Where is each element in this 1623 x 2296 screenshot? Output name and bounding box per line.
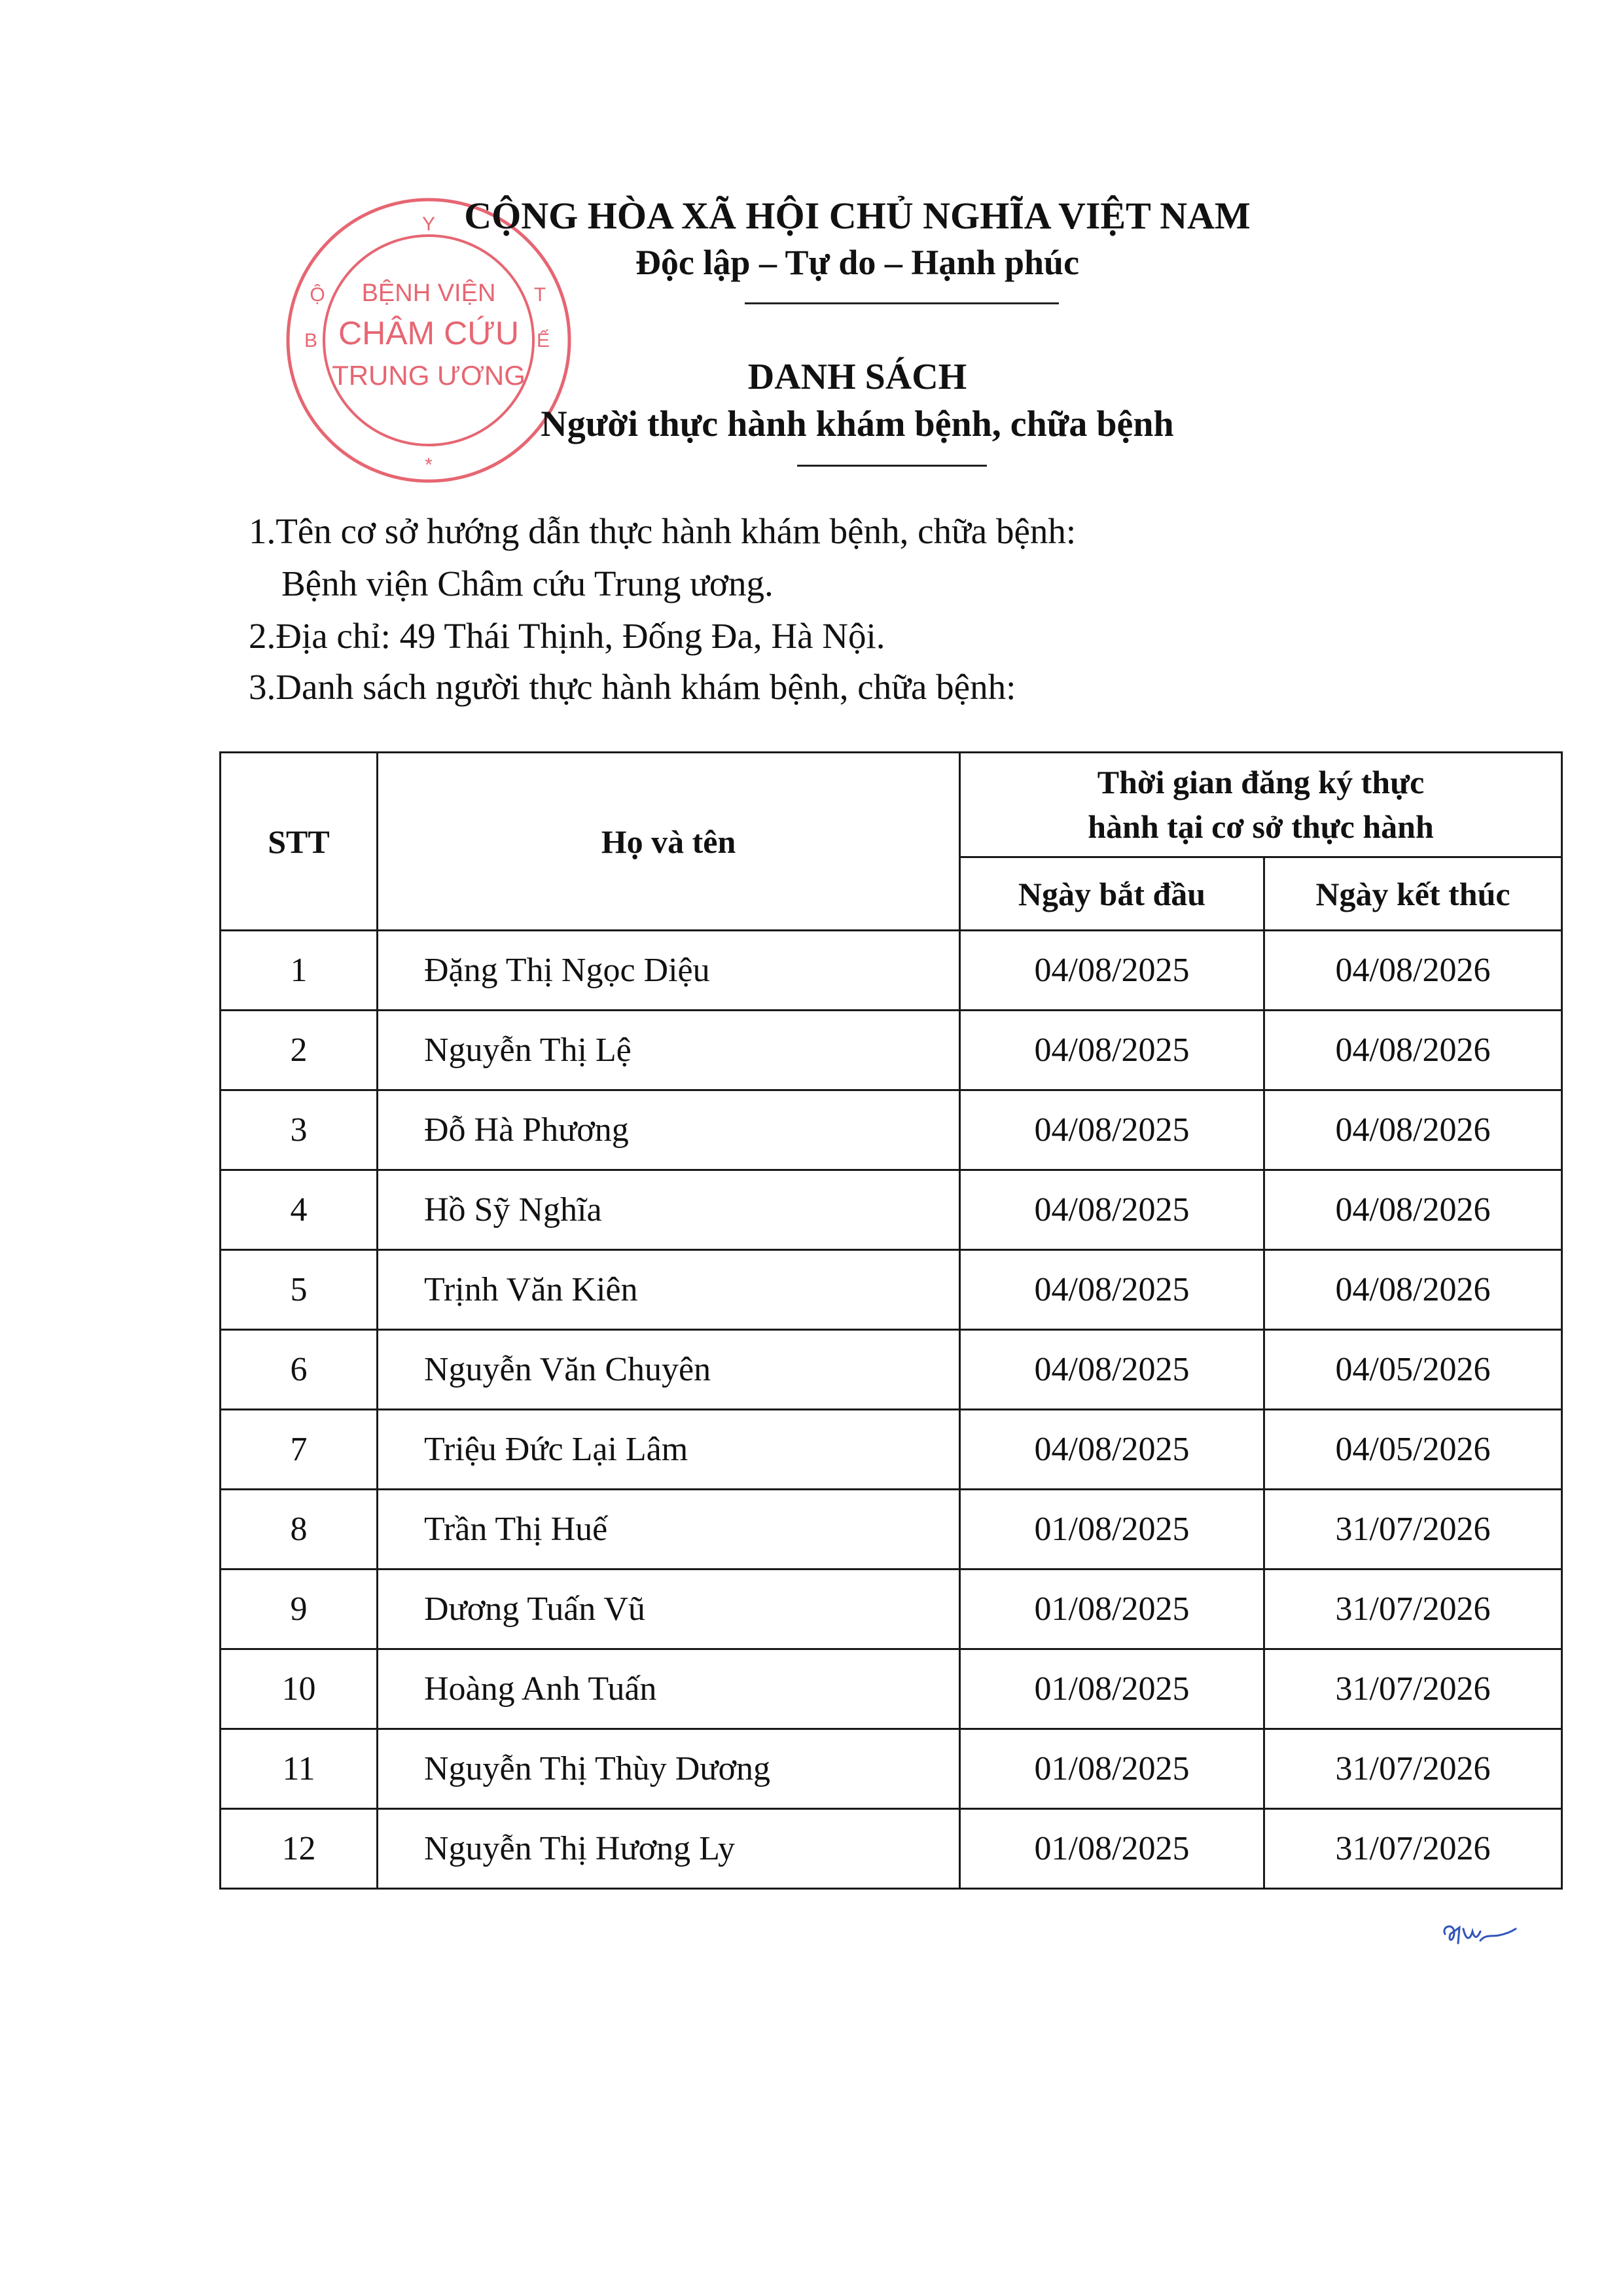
row-end-date: 04/05/2026 (1264, 1410, 1562, 1490)
header-end-date: Ngày kết thúc (1264, 857, 1562, 931)
header-name: Họ và tên (378, 753, 960, 931)
row-name: Trịnh Văn Kiên (378, 1250, 960, 1330)
row-end-date: 31/07/2026 (1264, 1729, 1562, 1809)
row-end-date: 31/07/2026 (1264, 1490, 1562, 1570)
row-start-date: 04/08/2025 (960, 1330, 1264, 1410)
row-start-date: 01/08/2025 (960, 1649, 1264, 1729)
info-address: 2.Địa chỉ: 49 Thái Thịnh, Đống Đa, Hà Nội. (249, 616, 885, 656)
motto-heading: Độc lập – Tự do – Hạnh phúc (635, 243, 1080, 282)
header-start-date: Ngày bắt đầu (960, 857, 1264, 931)
row-start-date: 04/08/2025 (960, 1011, 1264, 1090)
row-name: Nguyễn Thị Hương Ly (378, 1809, 960, 1889)
row-name: Hồ Sỹ Nghĩa (378, 1170, 960, 1250)
row-stt: 2 (221, 1011, 378, 1090)
header-divider (745, 302, 1059, 304)
row-end-date: 31/07/2026 (1264, 1809, 1562, 1889)
table-row (221, 1170, 1562, 1250)
table-row (221, 1570, 1562, 1649)
table-row (221, 1729, 1562, 1809)
row-name: Nguyễn Văn Chuyên (378, 1330, 960, 1410)
row-start-date: 01/08/2025 (960, 1729, 1264, 1809)
row-end-date: 04/08/2026 (1264, 1011, 1562, 1090)
row-start-date: 01/08/2025 (960, 1570, 1264, 1649)
table-row (221, 1250, 1562, 1330)
row-end-date: 04/08/2026 (1264, 1090, 1562, 1170)
table-row (221, 1809, 1562, 1889)
row-start-date: 01/08/2025 (960, 1809, 1264, 1889)
svg-text:BỆNH VIỆN: BỆNH VIỆN (361, 279, 496, 307)
row-stt: 1 (221, 931, 378, 1011)
table-row (221, 1649, 1562, 1729)
row-stt: 5 (221, 1250, 378, 1330)
document-subtitle: Người thực hành khám bệnh, chữa bệnh (541, 404, 1174, 444)
svg-text:Ộ: Ộ (310, 284, 325, 306)
row-name: Trần Thị Huế (378, 1490, 960, 1570)
info-list-label: 3.Danh sách người thực hành khám bệnh, chữa bệnh: (249, 667, 1016, 707)
table-row (221, 1330, 1562, 1410)
row-name: Dương Tuấn Vũ (378, 1570, 960, 1649)
row-name: Triệu Đức Lại Lâm (378, 1410, 960, 1490)
info-facility-value: Bệnh viện Châm cứu Trung ương. (281, 564, 774, 603)
row-end-date: 04/08/2026 (1264, 1170, 1562, 1250)
row-stt: 9 (221, 1570, 378, 1649)
table-row (221, 1011, 1562, 1090)
document-title: DANH SÁCH (747, 357, 967, 397)
svg-text:*: * (425, 454, 433, 476)
handwritten-initials (1440, 1914, 1518, 1954)
header-stt: STT (221, 753, 378, 931)
row-start-date: 04/08/2025 (960, 931, 1264, 1011)
row-stt: 7 (221, 1410, 378, 1490)
row-stt: 12 (221, 1809, 378, 1889)
row-stt: 10 (221, 1649, 378, 1729)
row-stt: 6 (221, 1330, 378, 1410)
row-stt: 4 (221, 1170, 378, 1250)
table-row (221, 1410, 1562, 1490)
row-name: Đỗ Hà Phương (378, 1090, 960, 1170)
info-facility-label: 1.Tên cơ sở hướng dẫn thực hành khám bệnh, chữa bệnh: (249, 511, 1077, 551)
row-start-date: 04/08/2025 (960, 1410, 1264, 1490)
svg-text:T: T (533, 284, 546, 306)
header-period: Thời gian đăng ký thực hành tại cơ sở thực hành (960, 753, 1562, 857)
title-divider (797, 465, 987, 467)
row-start-date: 04/08/2025 (960, 1250, 1264, 1330)
row-stt: 8 (221, 1490, 378, 1570)
row-start-date: 04/08/2025 (960, 1090, 1264, 1170)
table-row (221, 1490, 1562, 1570)
svg-text:Ế: Ế (536, 330, 550, 351)
svg-text:TRUNG ƯƠNG: TRUNG ƯƠNG (332, 360, 526, 391)
row-name: Hoàng Anh Tuấn (378, 1649, 960, 1729)
nation-heading: CỘNG HÒA XÃ HỘI CHỦ NGHĨA VIỆT NAM (464, 194, 1251, 237)
row-end-date: 31/07/2026 (1264, 1649, 1562, 1729)
row-end-date: 04/05/2026 (1264, 1330, 1562, 1410)
row-end-date: 31/07/2026 (1264, 1570, 1562, 1649)
row-end-date: 04/08/2026 (1264, 1250, 1562, 1330)
row-name: Nguyễn Thị Lệ (378, 1011, 960, 1090)
svg-text:B: B (304, 330, 318, 351)
svg-text:CHÂM CỨU: CHÂM CỨU (338, 315, 520, 351)
row-name: Nguyễn Thị Thùy Dương (378, 1729, 960, 1809)
table-row (221, 1090, 1562, 1170)
row-name: Đặng Thị Ngọc Diệu (378, 931, 960, 1011)
row-end-date: 04/08/2026 (1264, 931, 1562, 1011)
svg-text:Y: Y (421, 213, 436, 235)
row-stt: 11 (221, 1729, 378, 1809)
row-start-date: 01/08/2025 (960, 1490, 1264, 1570)
row-stt: 3 (221, 1090, 378, 1170)
table-row (221, 931, 1562, 1011)
practitioner-table (219, 751, 1563, 1890)
row-start-date: 04/08/2025 (960, 1170, 1264, 1250)
